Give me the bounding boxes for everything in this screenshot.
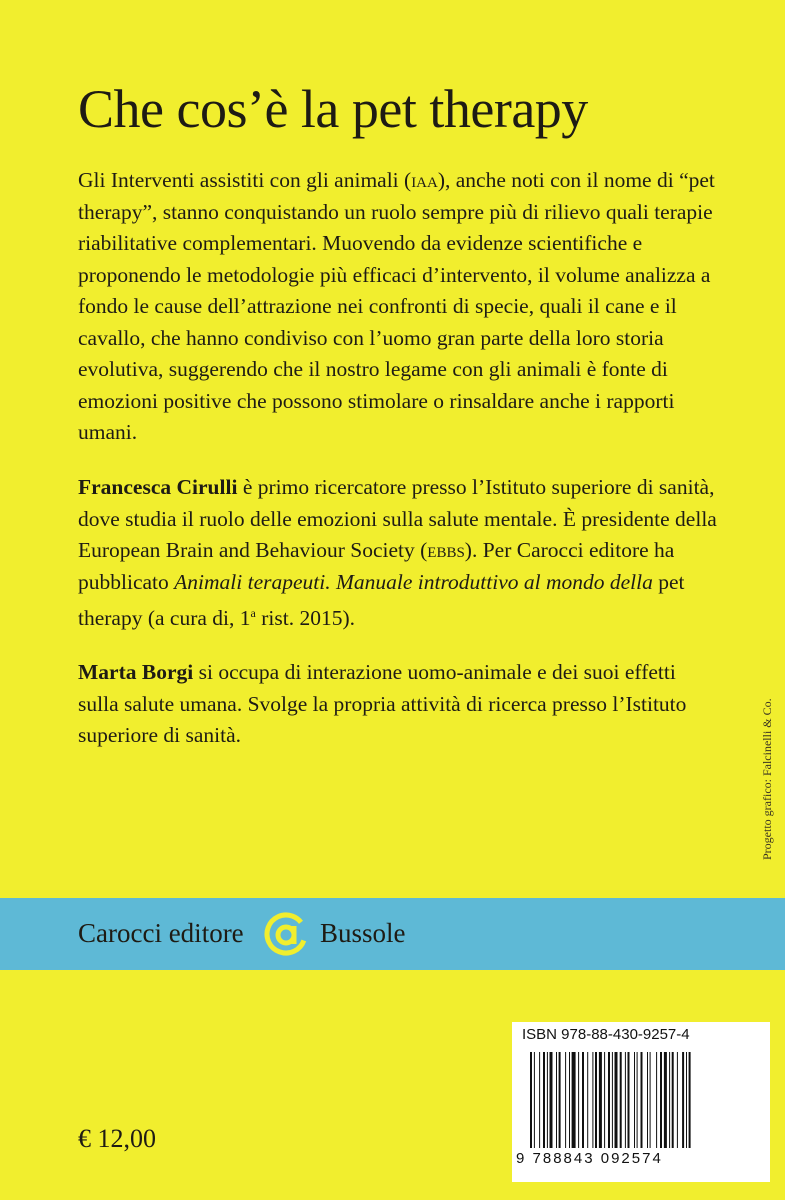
author1-book-title: Animali terapeuti. Manuale introduttivo al mondo della	[174, 569, 653, 594]
publisher-name: Carocci editore	[78, 918, 244, 948]
carocci-at-logo-icon	[264, 912, 308, 956]
author1-bio-text-3: pet therapy (a cura di, 1	[78, 569, 685, 631]
description-text-1: Gli Interventi assistiti con gli animali (	[78, 168, 412, 192]
author1-bio	[78, 472, 718, 635]
book-description	[78, 165, 718, 449]
isbn-text: ISBN 978-88-430-9257-4	[522, 1026, 690, 1043]
author2-bio-text: si occupa di interazione uomo-animale e dei suoi effetti sulla salute umana. Svolge la propria attività di ricerca presso l’Istituto superiore di sanità.	[78, 660, 687, 747]
book-title: Che cos’è la pet therapy	[78, 79, 588, 139]
ebbs-abbreviation: ebbs	[427, 538, 465, 562]
ean-digits: 9 788843 092574	[516, 1150, 663, 1167]
design-credit: Progetto grafico: Falcinelli & Co.	[760, 698, 774, 860]
series-name: Bussole	[320, 918, 406, 948]
author1-bio-text-1: è primo ricercatore presso l’Istituto superiore di sanità, dove studia il ruolo delle emozioni sulla salute mentale. È presidente della European Brain and Behaviour Society (	[78, 475, 717, 562]
price: € 12,00	[78, 1124, 156, 1153]
author2-name: Marta Borgi	[78, 660, 194, 684]
author2-bio	[78, 657, 718, 752]
author1-bio-text-2: ). Per Carocci editore ha pubblicato	[78, 538, 675, 594]
edition-superscript: a	[250, 606, 256, 620]
description-text-2: ), anche noti con il nome di “pet therapy”, stanno conquistando un ruolo sempre più di rilievo quali terapie riabilitative complementari. Muovendo da evidenze scientifiche e proponendo le metodologie più efficaci d’intervento, il volume analizza a fondo le cause dell’attrazione nei confronti di specie, quali il cane e il cavallo, che hanno condiviso con l’uomo gran parte della loro storia evolutiva, suggerendo che il nostro legame con gli animali è fonte di emozioni positive che possono stimolare o rinsaldare anche i rapporti umani.	[78, 168, 715, 444]
barcode-icon	[530, 1052, 758, 1152]
author1-bio-text-4: rist. 2015).	[255, 606, 355, 631]
author1-name: Francesca Cirulli	[78, 475, 238, 499]
iaa-abbreviation: iaa	[411, 168, 438, 192]
